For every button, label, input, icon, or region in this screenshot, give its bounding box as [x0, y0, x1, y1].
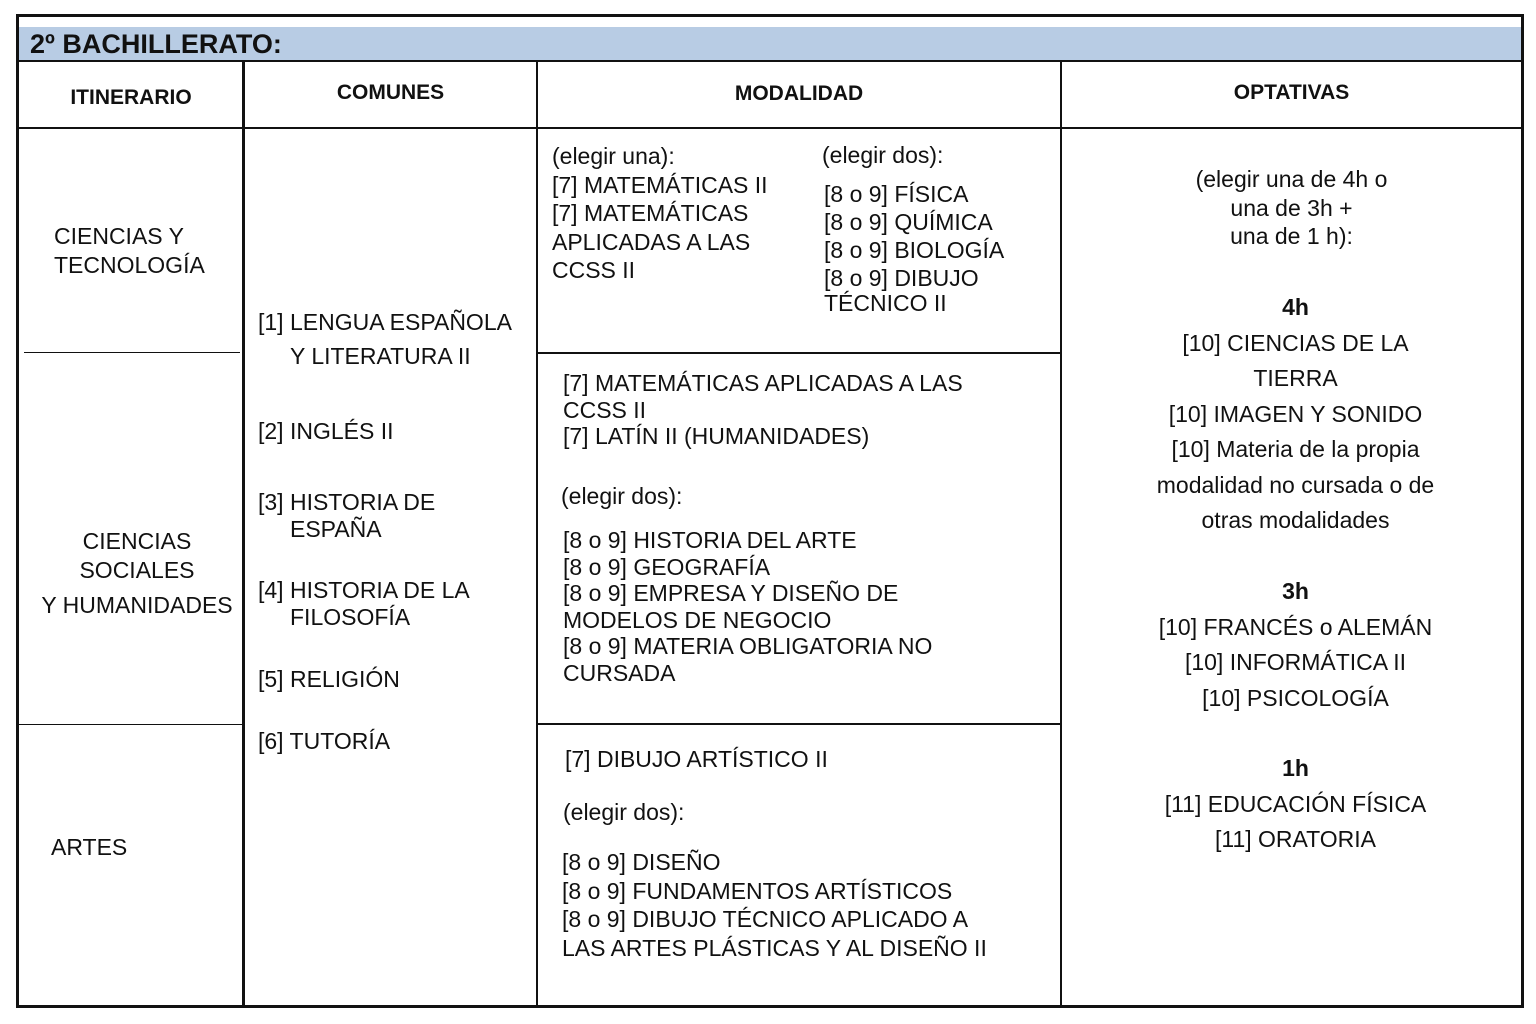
modalidad-artes-items: [8 o 9] DISEÑO [8 o 9] FUNDAMENTOS ARTÍSTICOS [8 o 9] DIBUJO TÉCNICO APLICADO A LAS ARTES PLÁSTICAS Y AL DISEÑO II	[562, 849, 987, 962]
optativas-intro: (elegir una de 4h o una de 3h + una de 1 h):	[1195, 166, 1388, 249]
modalidad-ciencias-right-heading: (elegir dos):	[822, 142, 944, 168]
modalidad-artes-heading: (elegir dos):	[563, 799, 685, 825]
modalidad-ciencias-left: (elegir una): [7] MATEMÁTICAS II [7] MATEMÁTICAS APLICADAS A LAS CCSS II	[552, 143, 768, 283]
modalidad-divider-2	[538, 723, 1060, 725]
modalidad-sociales-heading: (elegir dos):	[561, 483, 683, 509]
optativas-3h: 3h [10] FRANCÉS o ALEMÁN [10] INFORMÁTICA II [10] PSICOLOGÍA	[1066, 574, 1525, 716]
optativas-1h-label: 1h	[1282, 755, 1309, 781]
modalidad-ciencias-right: [8 o 9] FÍSICA [8 o 9] QUÍMICA [8 o 9] BIOLOGÍA [8 o 9] DIBUJO TÉCNICO II	[824, 181, 1005, 316]
itinerario-artes: ARTES	[51, 834, 128, 860]
optativas-4h-label: 4h	[1282, 294, 1309, 320]
comunes-historia-espana: [3] HISTORIA DE ESPAÑA	[258, 489, 436, 542]
itinerario-divider-2	[18, 724, 242, 725]
modalidad-sociales-items: [8 o 9] HISTORIA DEL ARTE [8 o 9] GEOGRAFÍA [8 o 9] EMPRESA Y DISEÑO DE MODELOS DE NEGOCIO [8 o 9] MATERIA OBLIGATORIA NO CURSADA	[563, 527, 933, 686]
modalidad-artes-top: [7] DIBUJO ARTÍSTICO II	[565, 746, 828, 772]
itinerario-ciencias: CIENCIAS Y TECNOLOGÍA	[54, 223, 205, 278]
header-optativas: OPTATIVAS	[1233, 81, 1350, 104]
optativas-4h: 4h [10] CIENCIAS DE LA TIERRA [10] IMAGEN Y SONIDO [10] Materia de la propia modalidad no cursada o de otras modalidades	[1066, 290, 1525, 539]
border-left	[16, 14, 19, 1008]
modalidad-divider-1	[538, 352, 1060, 354]
optativas-1h: 1h [11] EDUCACIÓN FÍSICA [11] ORATORIA	[1066, 751, 1525, 858]
header-modalidad: MODALIDAD	[734, 82, 864, 105]
border-top	[16, 14, 1524, 17]
comunes-tutoria: [6] TUTORÍA	[258, 728, 391, 754]
header-comunes: COMUNES	[336, 81, 445, 104]
itinerario-divider-1	[24, 352, 240, 353]
comunes-historia-filosofia: [4] HISTORIA DE LA FILOSOFÍA	[258, 577, 470, 630]
optativas-3h-label: 3h	[1282, 578, 1309, 604]
modalidad-sociales-top: [7] MATEMÁTICAS APLICADAS A LAS CCSS II [7] LATÍN II (HUMANIDADES)	[563, 370, 963, 449]
header-itinerario: ITINERARIO	[70, 86, 192, 109]
comunes-ingles: [2] INGLÉS II	[258, 418, 394, 444]
comunes-lengua: [1] LENGUA ESPAÑOLA Y LITERATURA II	[258, 309, 512, 369]
page-title: 2º BACHILLERATO:	[30, 29, 282, 59]
comunes-religion: [5] RELIGIÓN	[258, 666, 400, 692]
col-divider-2	[536, 60, 538, 1006]
itinerario-sociales: CIENCIAS SOCIALES Y HUMANIDADES	[41, 528, 233, 618]
